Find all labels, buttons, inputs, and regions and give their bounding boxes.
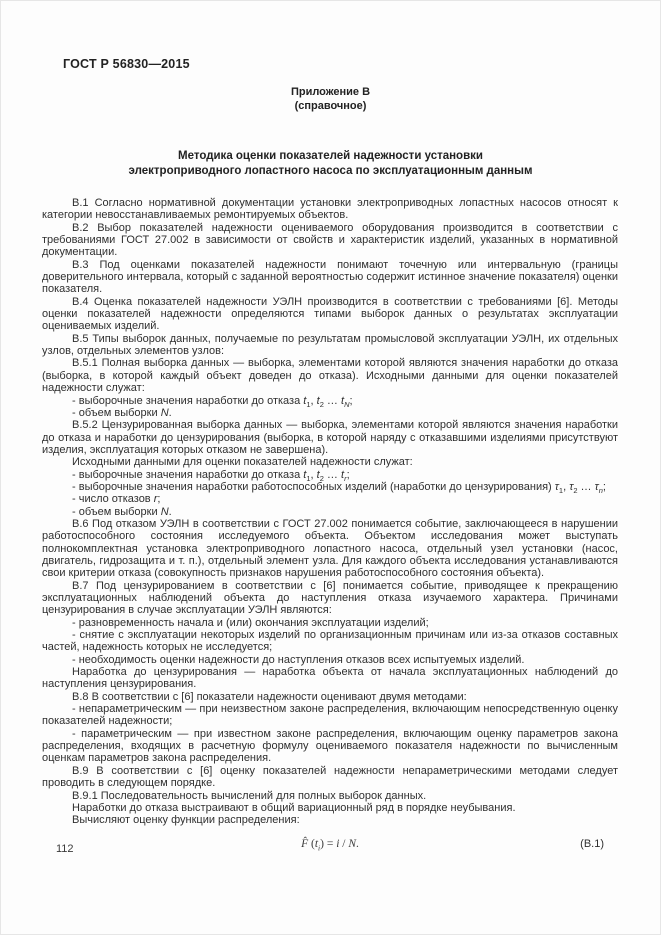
list-item: - снятие с эксплуатации некоторых изделий по организационным причинам или из-за отказов составных частей, надежность которых не исследуется; [42,629,618,654]
list-item: - выборочные значения наработки до отказа $t_1$, $t_2$ … $t_r$; [72,468,350,483]
appendix-heading [0,86,661,113]
paragraph: В.2 Выбор показателей надежности оцениваемого оборудования производится в соответствии с требованиями ГОСТ 27.002 в зависимости от свойств и характеристик изделий, указанных в нормативной документации. [42,221,618,259]
paragraph: В.9 В соответствии с [6] оценку показателей надежности непараметрическими методами следует проводить в следующем порядке. [42,764,618,790]
list-item: - объем выборки N. [72,505,172,518]
list-item: - необходимость оценки надежности до наступления отказов всех испытуемых изделий. [72,653,525,666]
paragraph: В.8 В соответствии с [6] показатели надежности оценивают двумя методами: [72,690,467,703]
list-item: - выборочные значения наработки до отказа $t_1$, $t_2$ … $t_N$; [72,394,353,409]
appendix-note: (справочное) [294,99,367,112]
paragraph: Исходными данными для оценки показателей надежности служат: [72,456,413,469]
paragraph: В.9.1 Последовательность вычислений для полных выборок данных. [72,789,427,802]
paragraph: В.5 Типы выборок данных, получаемые по результатам промысловой эксплуатации УЭЛН, их отдельных узлов, отдельных элементов узлов: [42,332,618,358]
formula: F̂ $(t_i) = i / N$. [301,837,359,852]
paragraph: В.5.2 Цензурированная выборка данных — выборка, элементами которой являются значения наработки до отказа и наработки до цензурирования (выборка, в которой наряду с отказавшими изделиями присутствуют изделия, эксплуатация которых отказом не завершена). [42,419,618,456]
paragraph: В.4 Оценка показателей надежности УЭЛН производится в соответствии с требованиями [6]. Методы оценки показателей надежности определяются типами выборок данных о результатах эксплуатации оцениваемых изделий. [42,295,618,333]
appendix-title [0,149,661,179]
appendix-title-line2: электроприводного лопастного насоса по эксплуатационным данным [128,165,533,177]
list-item: - объем выборки N. [72,406,172,419]
body-text [42,197,618,850]
page-number: 112 [56,843,74,855]
paragraph: Наработки до отказа выстраивают в общий вариационный ряд в порядке неубывания. [72,801,516,814]
paragraph: В.7 Под цензурированием в соответствии с [6] понимается событие, приводящее к прекращению эксплуатационных наблюдений объекта до наступления отказа изучаемого характера. Причинами цензурирования в случае эксплуатации УЭЛН являются: [42,579,618,617]
paragraph: В.3 Под оценками показателей надежности понимают точечную или интервальную (границы доверительного интервала, который с заданной вероятностью содержит истинное значение показателя) оценки показателя. [42,258,618,296]
standard-code-header: ГОСТ Р 56830—2015 [63,57,190,71]
list-item: - параметрическим — при известном законе распределения, включающим оценку параметров закона распределения, входящих в расчетную формулу оцениваемого показателя надежности по вычисленным оценкам параметров закона распределения. [42,727,618,765]
list-item: - число отказов r; [72,493,161,506]
paragraph: Наработка до цензурирования — наработка объекта от начала эксплуатационных наблюдений до наступления цензурирования. [42,666,618,691]
paragraph: Вычисляют оценку функции распределения: [72,814,300,827]
appendix-label: Приложение В [290,86,371,98]
paragraph: В.1 Согласно нормативной документации установки электроприводных лопастных насосов относят к категории невосстанавливаемых ремонтируемых объектов. [42,197,618,222]
formula-block [42,838,618,850]
appendix-title-line1: Методика оценки показателей надежности установки [178,150,483,162]
formula-number: (В.1) [580,837,604,850]
paragraph: В.6 Под отказом УЭЛН в соответствии с ГОСТ 27.002 понимается событие, заключающееся в нарушении работоспособного состояния исследуемого объекта. Объектом исследования может выступать полнокомплектная установка электроприводного лопастного насоса, отдельный узел установки (насос, двигатель, гидрозащита и т. п.), отдельный элемент узла. Для каждого объекта исследования устанавливаются свои критерии отказа (совокупность признаков нарушения работоспособного состояния объекта). [42,517,618,580]
list-item: - выборочные значения наработки работоспособных изделий (наработки до цензурирования) $\tau_1$, $\tau_2$ … $\tau_n$; [72,480,606,496]
list-item: - непараметрическим — при неизвестном законе распределения, включающим непосредственную оценку показателей надежности; [42,703,618,728]
list-item: - разновременность начала и (или) окончания эксплуатации изделий; [72,616,429,629]
paragraph: В.5.1 Полная выборка данных — выборка, элементами которой являются значения наработки до отказа (выборка, в которой каждый объект доведен до отказа). Исходными данными для оценки показателей надежности служат: [42,357,618,395]
